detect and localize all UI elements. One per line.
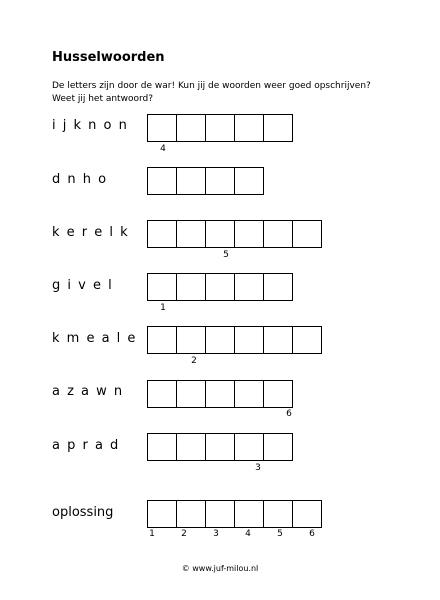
letter-box[interactable] bbox=[234, 167, 264, 195]
letter-box[interactable] bbox=[263, 114, 293, 142]
letter-box[interactable] bbox=[292, 326, 322, 354]
hint-number-5: 2 bbox=[191, 356, 197, 366]
scrambled-word-3: k e r e l k bbox=[52, 225, 130, 240]
answer-boxes-7[interactable] bbox=[147, 433, 293, 461]
answer-boxes-3[interactable] bbox=[147, 220, 322, 248]
letter-box[interactable] bbox=[176, 220, 206, 248]
letter-box[interactable] bbox=[234, 433, 264, 461]
letter-box[interactable] bbox=[176, 167, 206, 195]
letter-box[interactable] bbox=[205, 220, 235, 248]
hint-number-1: 4 bbox=[160, 144, 166, 154]
solution-box[interactable] bbox=[263, 500, 293, 528]
scrambled-word-1: i j k n o n bbox=[52, 118, 129, 133]
solution-box[interactable] bbox=[147, 500, 177, 528]
solution-box[interactable] bbox=[205, 500, 235, 528]
letter-box[interactable] bbox=[234, 380, 264, 408]
letter-box[interactable] bbox=[147, 220, 177, 248]
hint-number-7: 3 bbox=[255, 463, 261, 473]
letter-box[interactable] bbox=[147, 326, 177, 354]
letter-box[interactable] bbox=[292, 220, 322, 248]
letter-box[interactable] bbox=[176, 114, 206, 142]
solution-box[interactable] bbox=[292, 500, 322, 528]
scrambled-word-2: d n h o bbox=[52, 172, 108, 187]
letter-box[interactable] bbox=[263, 326, 293, 354]
intro-line-1: De letters zijn door de war! Kun jij de woorden weer goed opschrijven? bbox=[52, 81, 371, 91]
hint-number-4: 1 bbox=[160, 303, 166, 313]
letter-box[interactable] bbox=[205, 380, 235, 408]
scrambled-word-5: k m e a l e bbox=[52, 331, 137, 346]
answer-boxes-1[interactable] bbox=[147, 114, 293, 142]
letter-box[interactable] bbox=[234, 273, 264, 301]
scrambled-word-4: g i v e l bbox=[52, 278, 114, 293]
letter-box[interactable] bbox=[263, 433, 293, 461]
letter-box[interactable] bbox=[263, 380, 293, 408]
letter-box[interactable] bbox=[205, 433, 235, 461]
letter-box[interactable] bbox=[205, 114, 235, 142]
solution-number: 6 bbox=[309, 529, 315, 539]
letter-box[interactable] bbox=[176, 326, 206, 354]
copyright-footer: © www.juf-milou.nl bbox=[181, 564, 259, 573]
solution-number: 4 bbox=[245, 529, 251, 539]
solution-box[interactable] bbox=[176, 500, 206, 528]
page-title: Husselwoorden bbox=[52, 50, 165, 65]
letter-box[interactable] bbox=[147, 273, 177, 301]
hint-number-6: 6 bbox=[286, 409, 292, 419]
answer-boxes-2[interactable] bbox=[147, 167, 264, 195]
letter-box[interactable] bbox=[234, 114, 264, 142]
solution-number: 2 bbox=[181, 529, 187, 539]
intro-line-2: Weet jij het antwoord? bbox=[52, 94, 153, 104]
letter-box[interactable] bbox=[147, 433, 177, 461]
letter-box[interactable] bbox=[205, 167, 235, 195]
solution-number: 1 bbox=[149, 529, 155, 539]
solution-box[interactable] bbox=[234, 500, 264, 528]
letter-box[interactable] bbox=[176, 433, 206, 461]
letter-box[interactable] bbox=[147, 167, 177, 195]
letter-box[interactable] bbox=[205, 273, 235, 301]
letter-box[interactable] bbox=[234, 326, 264, 354]
letter-box[interactable] bbox=[176, 380, 206, 408]
letter-box[interactable] bbox=[147, 114, 177, 142]
letter-box[interactable] bbox=[234, 220, 264, 248]
answer-boxes-4[interactable] bbox=[147, 273, 293, 301]
letter-box[interactable] bbox=[263, 273, 293, 301]
letter-box[interactable] bbox=[263, 220, 293, 248]
letter-box[interactable] bbox=[205, 326, 235, 354]
answer-boxes-6[interactable] bbox=[147, 380, 293, 408]
solution-number: 5 bbox=[277, 529, 283, 539]
letter-box[interactable] bbox=[176, 273, 206, 301]
solution-label: oplossing bbox=[52, 505, 114, 520]
solution-boxes[interactable] bbox=[147, 500, 322, 528]
scrambled-word-6: a z a w n bbox=[52, 384, 124, 399]
letter-box[interactable] bbox=[147, 380, 177, 408]
hint-number-3: 5 bbox=[223, 250, 229, 260]
scrambled-word-7: a p r a d bbox=[52, 438, 120, 453]
solution-number: 3 bbox=[213, 529, 219, 539]
answer-boxes-5[interactable] bbox=[147, 326, 322, 354]
